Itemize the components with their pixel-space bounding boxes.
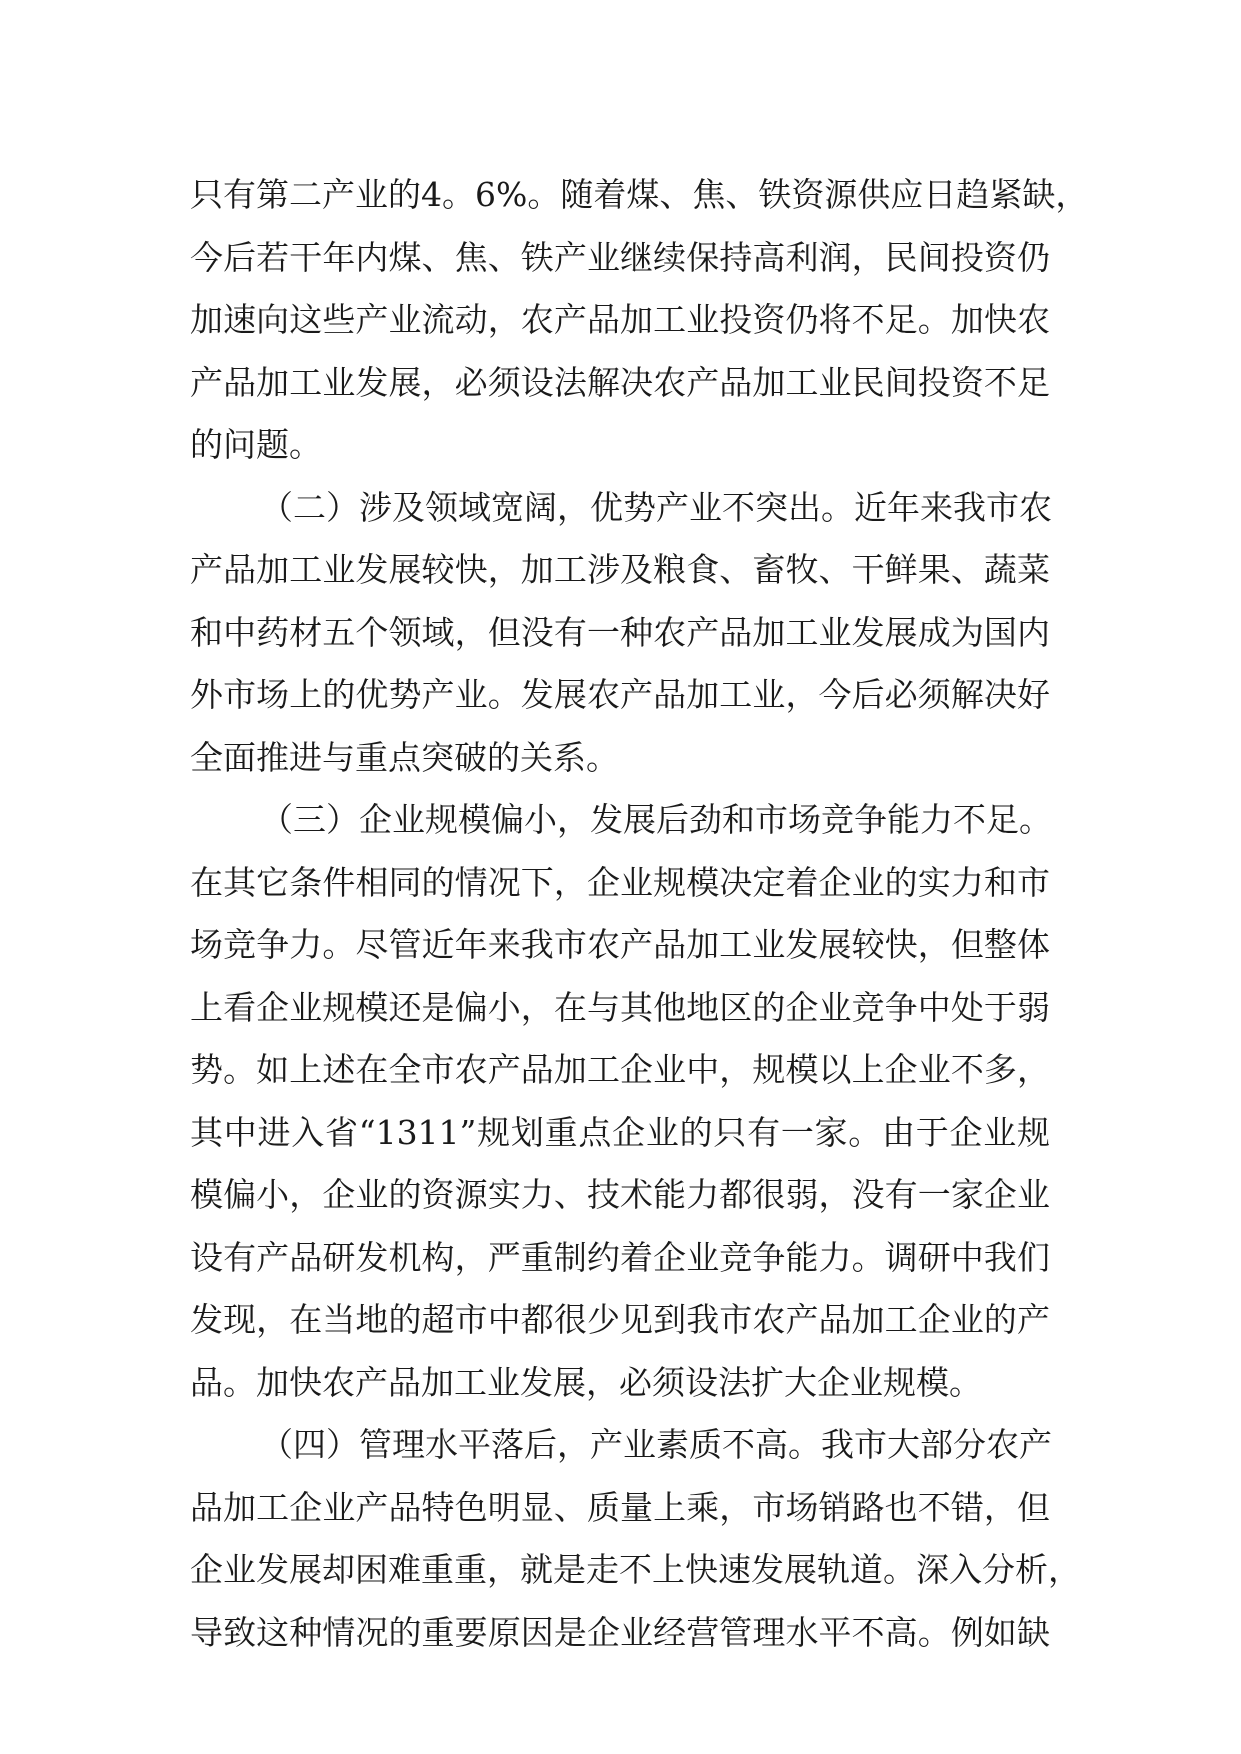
text-line: 上看企业规模还是偏小，在与其他地区的企业竞争中处于弱 bbox=[190, 987, 1050, 1027]
text-line: 模偏小，企业的资源实力、技术能力都很弱，没有一家企业 bbox=[190, 1175, 1050, 1214]
text-line: 发现，在当地的超市中都很少见到我市农产品加工企业的产 bbox=[190, 1300, 1050, 1339]
body-text bbox=[190, 164, 1089, 1664]
text-line: 在其它条件相同的情况下，企业规模决定着企业的实力和市 bbox=[190, 862, 1050, 902]
text-line: 今后若干年内煤、焦、铁产业继续保持高利润，民间投资仍 bbox=[190, 237, 1050, 277]
text-line: 外市场上的优势产业。发展农产品加工业，今后必须解决好 bbox=[190, 675, 1050, 714]
text-line: 产品加工业发展较快，加工涉及粮食、畜牧、干鲜果、蔬菜 bbox=[190, 550, 1050, 589]
text-line: 场竞争力。尽管近年来我市农产品加工业发展较快，但整体 bbox=[190, 925, 1050, 964]
text-line: 只有第二产业的4。6%。随着煤、焦、铁资源供应日趋紧缺， bbox=[190, 175, 1089, 214]
text-line: 导致这种情况的重要原因是企业经营管理水平不高。例如缺 bbox=[190, 1612, 1050, 1652]
text-line: 品。加快农产品加工业发展，必须设法扩大企业规模。 bbox=[190, 1362, 982, 1402]
text-line: 设有产品研发机构，严重制约着企业竞争能力。调研中我们 bbox=[190, 1237, 1050, 1277]
text-line: （四）管理水平落后，产业素质不高。我市大部分农产 bbox=[260, 1425, 1052, 1464]
text-line: 加速向这些产业流动，农产品加工业投资仍将不足。加快农 bbox=[190, 300, 1050, 339]
text-line: （二）涉及领域宽阔，优势产业不突出。近年来我市农 bbox=[260, 487, 1052, 527]
text-line: 的问题。 bbox=[190, 425, 322, 464]
text-line: 品加工企业产品特色明显、质量上乘，市场销路也不错，但 bbox=[190, 1487, 1050, 1527]
text-line: 势。如上述在全市农产品加工企业中，规模以上企业不多， bbox=[190, 1050, 1050, 1089]
text-line: （三）企业规模偏小，发展后劲和市场竞争能力不足。 bbox=[260, 800, 1052, 839]
text-line: 和中药材五个领域，但没有一种农产品加工业发展成为国内 bbox=[190, 612, 1050, 652]
text-line: 产品加工业发展，必须设法解决农产品加工业民间投资不足 bbox=[190, 362, 1050, 402]
text-line: 其中进入省“1311”规划重点企业的只有一家。由于企业规 bbox=[190, 1112, 1050, 1152]
text-line: 企业发展却困难重重，就是走不上快速发展轨道。深入分析， bbox=[190, 1550, 1081, 1589]
text-line: 全面推进与重点突破的关系。 bbox=[190, 737, 619, 777]
